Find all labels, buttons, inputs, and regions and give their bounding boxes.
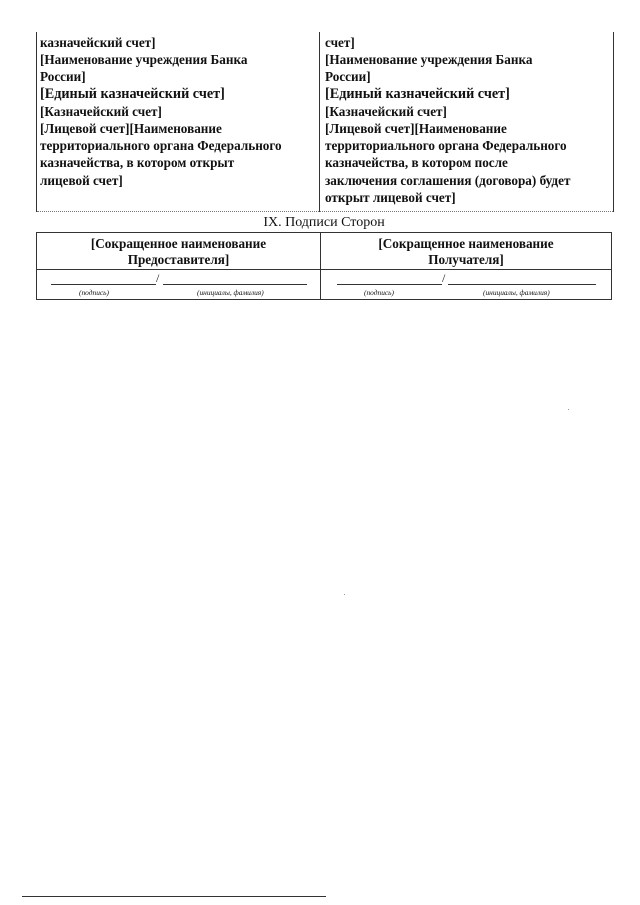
recipient-details-line: казначейства, в котором после [325, 155, 508, 171]
provider-details-line: [Наименование учреждения Банка [40, 52, 248, 68]
recipient-caption-signature: (подпись) [364, 288, 394, 297]
recipient-details-line: территориального органа Федерального [325, 138, 567, 154]
provider-details-line: [Казначейский счет] [40, 103, 162, 119]
table-bottom-border-right [320, 211, 613, 212]
column-divider [319, 32, 320, 212]
provider-details-line: лицевой счет] [40, 172, 123, 188]
provider-name-signature-line [163, 284, 307, 285]
scan-speck [344, 594, 345, 595]
bank-details-table [36, 32, 614, 212]
provider-bank-details [40, 34, 316, 189]
provider-details-line: России] [40, 69, 86, 85]
provider-details-line: [Лицевой счет][Наименование [40, 121, 222, 137]
table-bottom-border-left [37, 211, 319, 212]
recipient-name-line: [Сокращенное наименование [378, 236, 554, 251]
recipient-details-line: открыт лицевой счет] [325, 189, 456, 205]
section-title: IX. Подписи Сторон [263, 215, 385, 230]
recipient-details-line: счет] [325, 35, 355, 50]
footnote-separator [22, 896, 326, 897]
recipient-details-line: [Лицевой счет][Наименование [325, 121, 507, 137]
provider-details-line: [Единый казначейский счет] [40, 85, 225, 102]
recipient-caption-name: (инициалы, фамилия) [483, 288, 550, 297]
row-divider [37, 269, 611, 270]
recipient-details-line: [Казначейский счет] [325, 103, 447, 119]
recipient-details-line: [Единый казначейский счет] [325, 85, 510, 102]
recipient-details-line: России] [325, 69, 371, 85]
recipient-details-line: заключения соглашения (договора) будет [325, 172, 571, 188]
provider-name-line: [Сокращенное наименование [90, 236, 267, 251]
provider-name [37, 236, 320, 268]
signatures-table [36, 232, 612, 300]
provider-details-line: территориального органа Федерального [40, 138, 282, 154]
provider-signature-line [51, 284, 156, 285]
recipient-bank-details [325, 34, 611, 206]
scan-speck [568, 409, 569, 410]
recipient-signature-line [337, 284, 442, 285]
recipient-name-signature-line [448, 284, 596, 285]
provider-slash: / [156, 271, 160, 285]
provider-caption-name: (инициалы, фамилия) [197, 288, 264, 297]
recipient-details-line: [Наименование учреждения Банка [325, 52, 533, 68]
recipient-name-line: Получателя] [428, 252, 504, 267]
provider-details-line: казначейский счет] [40, 35, 156, 50]
recipient-slash: / [442, 271, 446, 285]
provider-name-line: Предоставителя] [127, 252, 230, 267]
provider-details-line: казначейства, в котором открыт [40, 155, 235, 171]
recipient-name [321, 236, 611, 268]
provider-caption-signature: (подпись) [79, 288, 109, 297]
